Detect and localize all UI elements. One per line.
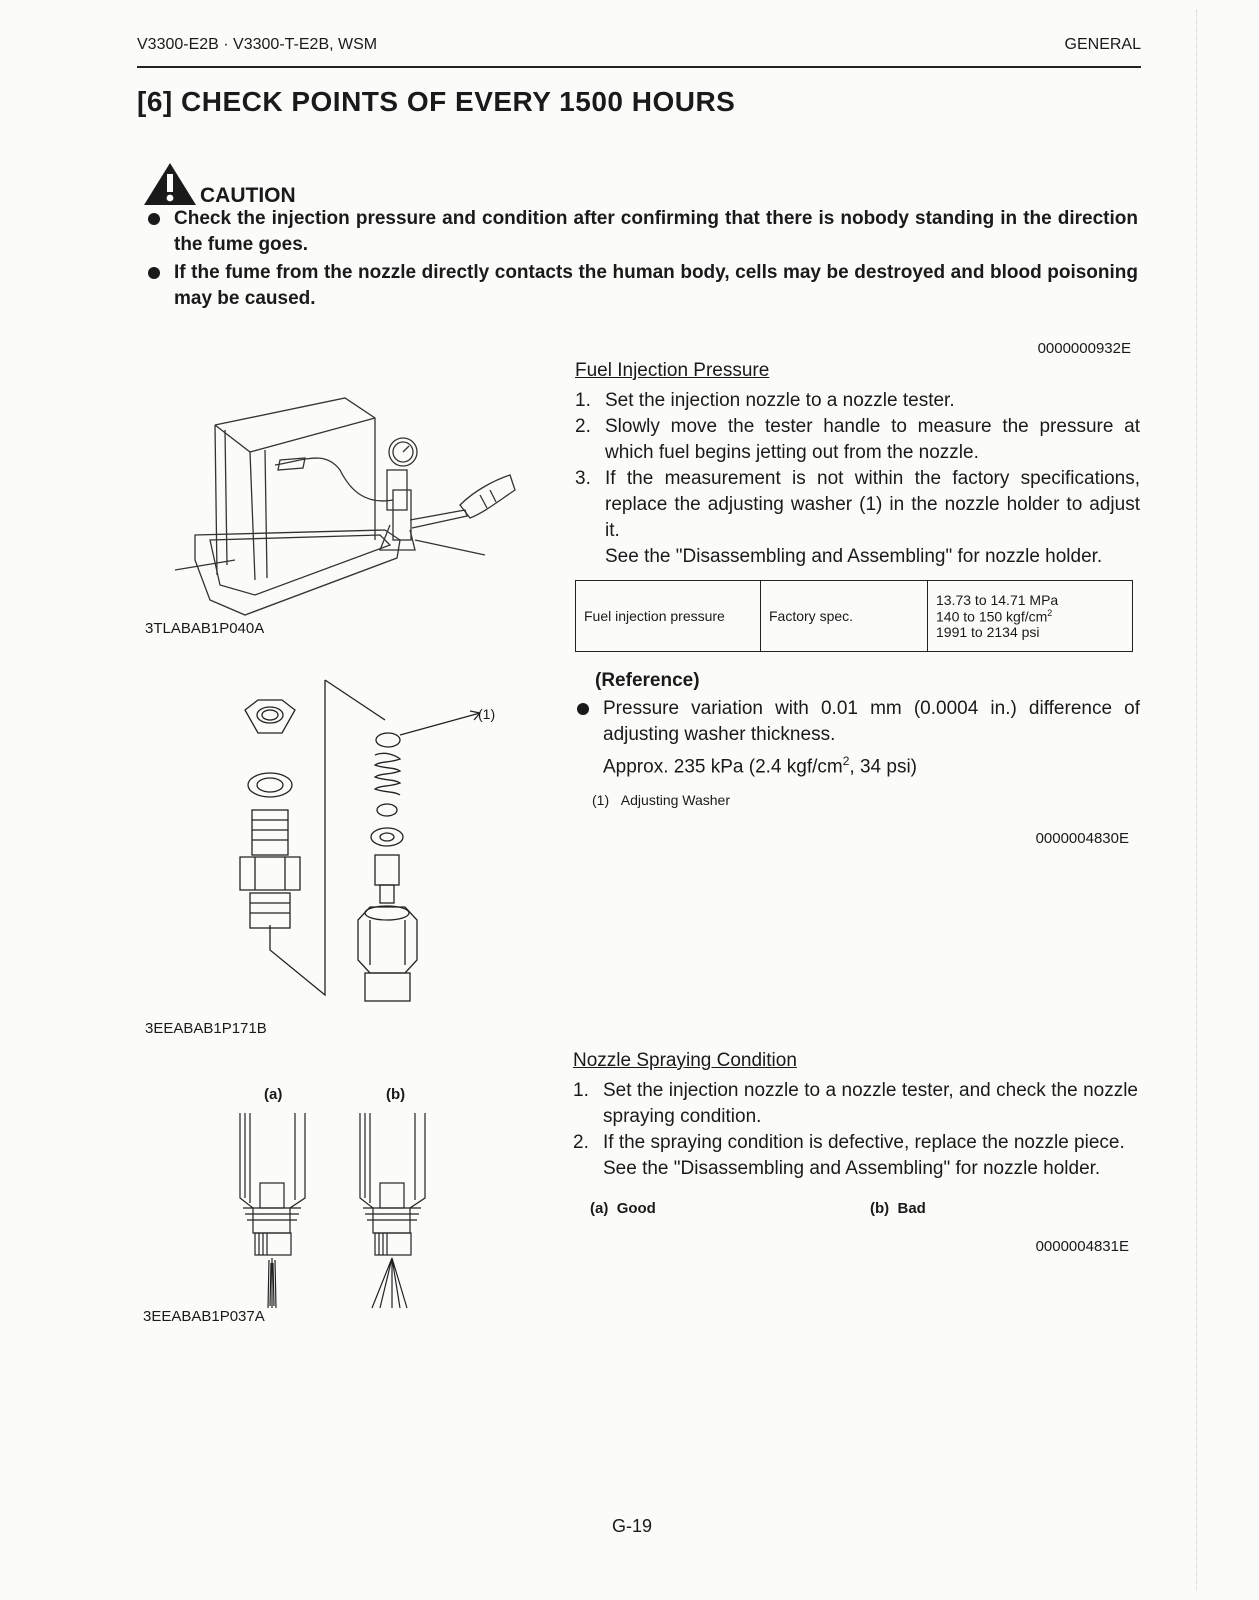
list-item: 1. Set the injection nozzle to a nozzle tester, and check the nozzle spraying condition. [573,1080,1138,1127]
section-code: 0000000932E [1037,340,1131,357]
section-code: 0000004830E [1035,830,1129,847]
figure-id: 3EEABAB1P037A [143,1308,265,1325]
figure-label-b: (b) [386,1086,406,1103]
header-rule [137,66,1141,68]
reference-bullet: Pressure variation with 0.01 mm (0.0004 in.) difference of adjusting washer thickness. Approx. 235 kPa (2.4 kgf/$cm^2$, 34 psi) [575,696,1140,780]
bullet-dot-icon [148,213,160,225]
see-also: See the "Disassembling and Assembling" for nozzle holder. [603,1158,1101,1179]
list-item: 2. If the spraying condition is defective, replace the nozzle piece. [573,1132,1125,1153]
header-doc-id: V3300-E2B · V3300-T-E2B, WSM [137,36,378,53]
see-also: See the "Disassembling and Assembling" for nozzle holder. [605,546,1103,567]
list-item: 1. Set the injection nozzle to a nozzle tester. [575,390,955,411]
page-number: G-19 [612,1516,653,1536]
caution-bullet-text: Check the injection pressure and condition after confirming that there is nobody standing in the direction the fume goes. [174,208,1138,255]
nozzle-tester-illustration [165,390,525,620]
warning-triangle-icon [142,161,198,207]
caution-heading: CAUTION [200,184,296,207]
list-item: 3. If the measurement is not within the factory specifications, replace the adjusting washer (1) in the nozzle holder to adjust it. [575,468,1140,541]
bullet-dot-icon [148,267,160,279]
page-edge [1196,10,1198,1590]
figure-label-a: (a) [264,1086,283,1103]
nozzle-exploded-illustration [230,675,500,1010]
caution-bullet-1 [148,206,1138,258]
page-title: [6] CHECK POINTS OF EVERY 1500 HOURS [137,86,736,117]
legend-item: (1) Adjusting Washer [592,792,730,808]
legend-good: (a) Good [590,1200,656,1217]
bullet-dot-icon [577,703,589,715]
spec-table [575,580,1133,652]
section-code: 0000004831E [1035,1238,1129,1255]
spraying-steps [573,1078,1138,1182]
header-section: GENERAL [1064,36,1141,53]
list-item: 2. Slowly move the tester handle to measure the pressure at which fuel begins jetting out from the nozzle. [575,416,1140,463]
spray-condition-illustration [235,1108,445,1313]
caution-bullet-text: If the fume from the nozzle directly contacts the human body, cells may be destroyed and blood poisoning may be caused. [174,262,1138,309]
table-row [576,581,1133,652]
spec-item: Fuel injection pressure [576,581,761,652]
spec-values: 13.73 to 14.71 MPa 140 to 150 kgf/$cm^2$ 1991 to 2134 psi [928,581,1133,652]
figure-id: 3TLABAB1P040A [145,620,265,637]
spec-type: Factory spec. [761,581,928,652]
fuel-injection-steps [575,388,1140,570]
figure-id: 3EEABAB1P171B [145,1020,267,1037]
figure-callout: (1) [478,706,496,722]
caution-bullet-2 [148,260,1138,312]
fuel-injection-heading: Fuel Injection Pressure [575,360,770,381]
legend-bad: (b) Bad [870,1200,926,1217]
spraying-heading: Nozzle Spraying Condition [573,1050,797,1071]
approx-value: Approx. 235 kPa (2.4 kgf/$cm^2$, 34 psi) [603,754,918,778]
reference-heading: (Reference) [595,670,700,691]
